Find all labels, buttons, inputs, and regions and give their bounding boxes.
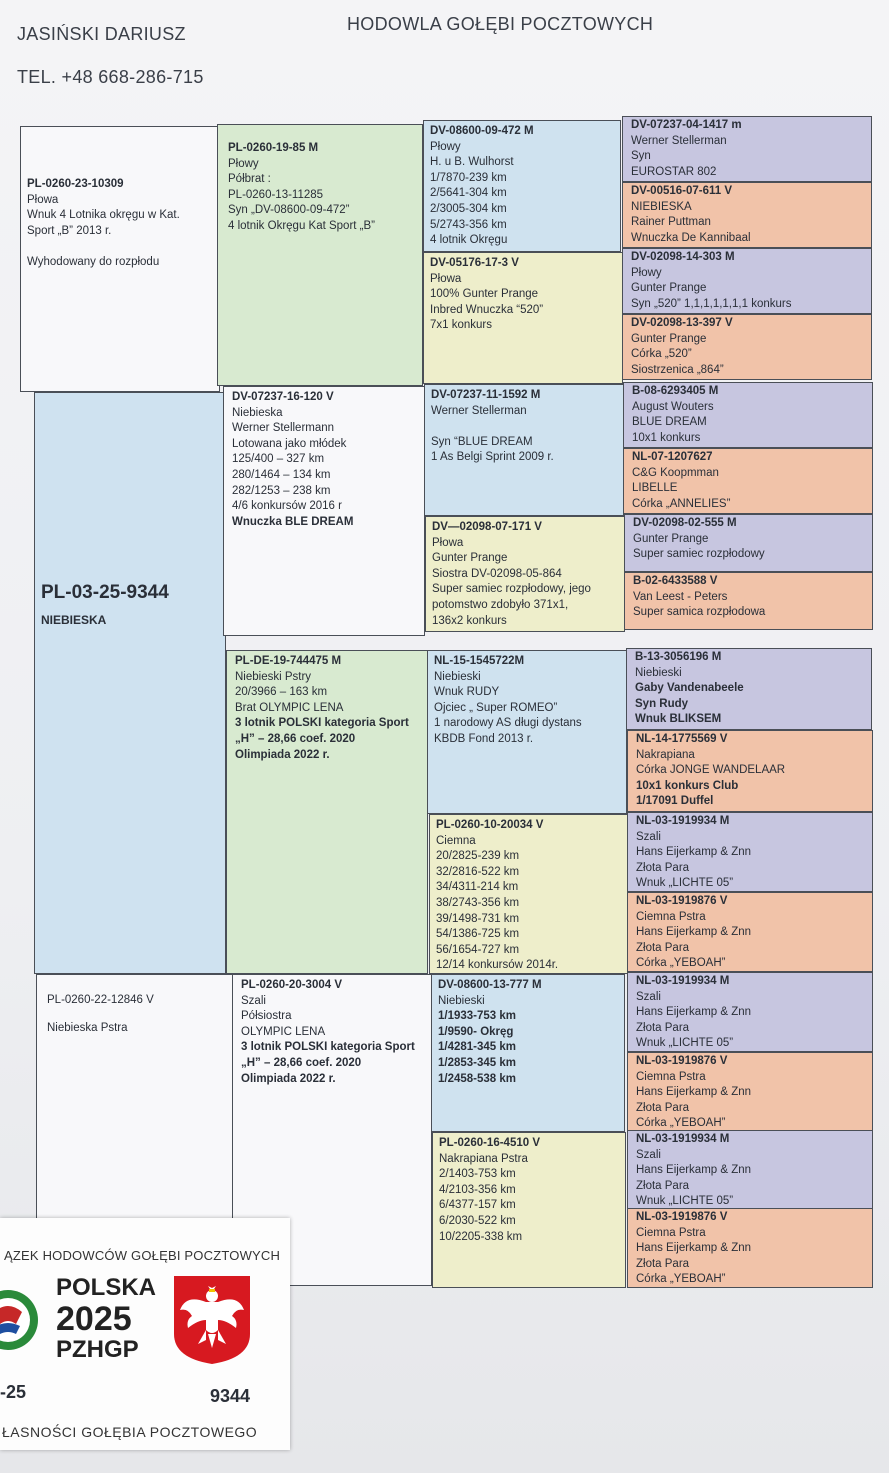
ancestor-box-16: NL-03-1919876 V Ciemna Pstra Hans Eijerkamp & Znn Złota Para Córka „YEBOAH” [627,1208,873,1288]
bird-id: B-08-6293405 M [632,385,719,397]
card-org: PZHGP [56,1336,139,1363]
bird-id: NL-07-1207627 [632,451,713,463]
grandparent-box-g: DV-08600-13-777 M Niebieski 1/1933-753 km 1/9590- Okręg 1/4281-345 km 1/2853-345 km 1/2458-538 km [431,974,625,1132]
main-bird-color: NIEBIESKA [41,612,107,627]
card-number-left: -25 [0,1382,27,1402]
card-header-text: ĄZEK HODOWCÓW GOŁĘBI POCZTOWYCH [4,1248,281,1263]
ancestor-box-6: NL-07-1207627 C&G Koopmman LIBELLE Córka „ANNELIES” [623,448,873,514]
bird-id: NL-03-1919876 V [636,1211,728,1223]
bird-id: DV-07237-11-1592 M [431,389,541,401]
ancestor-box-3: DV-02098-14-303 M Płowy Gunter Prange Syn „520” 1,1,1,1,1,1,1 konkurs [622,248,872,314]
bird-id: NL-03-1919934 M [636,815,730,827]
card-number-right: 9344 [210,1386,251,1406]
grandparent-top-box: PL-0260-23-10309 Płowa Wnuk 4 Lotnika okręgu w Kat. Sport „B” 2013 r. Wyhodowany do rozpłodu [20,126,220,392]
bird-id: PL-0260-23-10309 [27,178,124,190]
card-footer-text: ŁASNOŚCI GOŁĘBIA POCZTOWEGO [2,1424,258,1440]
bird-id: PL-0260-19-85 M [228,142,319,154]
bird-id: DV-07237-16-120 V [232,391,334,403]
owner-name: JASIŃSKI DARIUSZ [17,24,186,44]
owner-phone: TEL. +48 668-286-715 [17,67,204,87]
grandparent-box-f: PL-0260-10-20034 V Ciemna 20/2825-239 km 32/2816-522 km 34/4311-214 km 38/2743-356 km 39/1498-731 km 54/1386-725 km 56/1654-727 km 12/14 konkursów 2014r. [429,814,629,974]
dam-box: PL-0260-22-12846 V Niebieska Pstra [36,974,234,1224]
ancestor-box-1: DV-07237-04-1417 m Werner Stellerman Syn EUROSTAR 802 [622,116,872,182]
ancestor-box-12: NL-03-1919876 V Ciemna Pstra Hans Eijerkamp & Znn Złota Para Córka „YEBOAH” [627,892,873,972]
card-country: POLSKA 2025 PZHGP [56,1274,157,1363]
bird-id: NL-03-1919876 V [636,1055,728,1067]
main-bird-id: PL-03-25-9344 [41,582,169,603]
bird-id: DV-02098-13-397 V [631,317,733,329]
card-year: 2025 [56,1300,132,1338]
ancestor-box-13: NL-03-1919934 M Szali Hans Eijerkamp & Znn Złota Para Wnuk „LICHTE 05” [627,972,873,1052]
bird-id: NL-14-1775569 V [636,733,728,745]
grandparent-box-a: DV-08600-09-472 M Płowy H. u B. Wulhorst 1/7870-239 km 2/5641-304 km 2/3005-304 km 5/2743-356 km 4 lotnik Okręgu [423,120,621,252]
pzhgp-logo-icon [0,1278,42,1362]
bird-id: PL-0260-20-3004 V [241,979,343,991]
bird-id: DV-08600-09-472 M [430,125,534,137]
parent-box-a: PL-0260-19-85 M Płowy Półbrat : PL-0260-13-11285 Syn „DV-08600-09-472” 4 lotnik Okręgu Kat Sport „B” [217,124,423,386]
ancestor-box-15: NL-03-1919934 M Szali Hans Eijerkamp & Znn Złota Para Wnuk „LICHTE 05” [627,1130,873,1210]
bird-id: DV-05176-17-3 V [430,257,519,269]
grandparent-box-d: DV—02098-07-171 V Płowa Gunter Prange Siostra DV-02098-05-864 Super samiec rozpłodowy, jego potomstwo zdobyło 371x1, 136x2 konkurs [425,516,625,632]
ancestor-box-9: B-13-3056196 M Niebieski Gaby Vandenabeele Syn Rudy Wnuk BLIKSEM [626,648,872,730]
bird-id: DV-02098-02-555 M [633,517,737,529]
bird-id: NL-03-1919934 M [636,1133,730,1145]
ancestor-box-11: NL-03-1919934 M Szali Hans Eijerkamp & Znn Złota Para Wnuk „LICHTE 05” [627,812,873,892]
ancestor-box-4: DV-02098-13-397 V Gunter Prange Córka „520” Siostrzenica „864” [622,314,872,380]
bird-id: DV—02098-07-171 V [432,521,542,533]
bird-id: PL-0260-10-20034 V [436,819,544,831]
bird-id: PL-0260-22-12846 V [47,994,154,1006]
bird-id: B-13-3056196 M [635,651,722,663]
grandparent-box-c: DV-07237-11-1592 M Werner Stellerman Syn “BLUE DREAM 1 As Belgi Sprint 2009 r. [424,384,624,516]
grandparent-box-e: NL-15-1545722M Niebieski Wnuk RUDY Ojciec „ Super ROMEO” 1 narodowy AS długi dystans KBDB Fond 2013 r. [427,650,627,814]
bird-id: DV-08600-13-777 M [438,979,542,991]
ancestor-box-8: B-02-6433588 V Van Leest - Peters Super samica rozpłodowa [624,572,873,630]
ownership-card [0,1218,290,1450]
bird-id: B-02-6433588 V [633,575,718,587]
bird-id: PL-DE-19-744475 M [235,655,342,667]
polish-eagle-emblem-icon [172,1274,252,1366]
ancestor-box-5: B-08-6293405 M August Wouters BLUE DREAM 10x1 konkurs [623,382,873,448]
parent-box-b: DV-07237-16-120 V Niebieska Werner Stellermann Lotowana jako młódek 125/400 – 327 km 280/1464 – 134 km 282/1253 – 238 km 4/6 konkursów 2016 r Wnuczka BLE DREAM [223,386,425,636]
bird-id: DV-07237-04-1417 m [631,119,742,131]
bird-id: PL-0260-16-4510 V [439,1137,541,1149]
ancestor-box-10: NL-14-1775569 V Nakrapiana Córka JONGE WANDELAAR 10x1 konkurs Club 1/17091 Duffel [627,730,873,812]
ancestor-box-2: DV-00516-07-611 V NIEBIESKA Rainer Puttman Wnuczka De Kannibaal [622,182,872,248]
grandparent-box-b: DV-05176-17-3 V Płowa 100% Gunter Prange Inbred Wnuczka “520” 7x1 konkurs [423,252,623,384]
page-title: HODOWLA GOŁĘBI POCZTOWYCH [347,14,654,34]
bird-id: NL-03-1919876 V [636,895,728,907]
bird-id: DV-02098-14-303 M [631,251,735,263]
bird-id: DV-00516-07-611 V [631,185,733,197]
bird-id: NL-03-1919934 M [636,975,730,987]
bird-id: NL-15-1545722M [434,655,525,667]
parent-box-d: PL-0260-20-3004 V Szali Półsiostra OLYMPIC LENA 3 lotnik POLSKI kategoria Sport „H” – 28,66 coef. 2020 Olimpiada 2022 r. [232,974,432,1286]
parent-box-c: PL-DE-19-744475 M Niebieski Pstry 20/3966 – 163 km Brat OLYMPIC LENA 3 lotnik POLSKI kategoria Sport „H” – 28,66 coef. 2020 Olimpiada 2022 r. [226,650,428,974]
main-bird-box [34,392,226,974]
ancestor-box-14: NL-03-1919876 V Ciemna Pstra Hans Eijerkamp & Znn Złota Para Córka „YEBOAH” [627,1052,873,1132]
ancestor-box-7: DV-02098-02-555 M Gunter Prange Super samiec rozpłodowy [624,514,873,572]
grandparent-box-h: PL-0260-16-4510 V Nakrapiana Pstra 2/1403-753 km 4/2103-356 km 6/4377-157 km 6/2030-522 km 10/2205-338 km [432,1132,626,1288]
